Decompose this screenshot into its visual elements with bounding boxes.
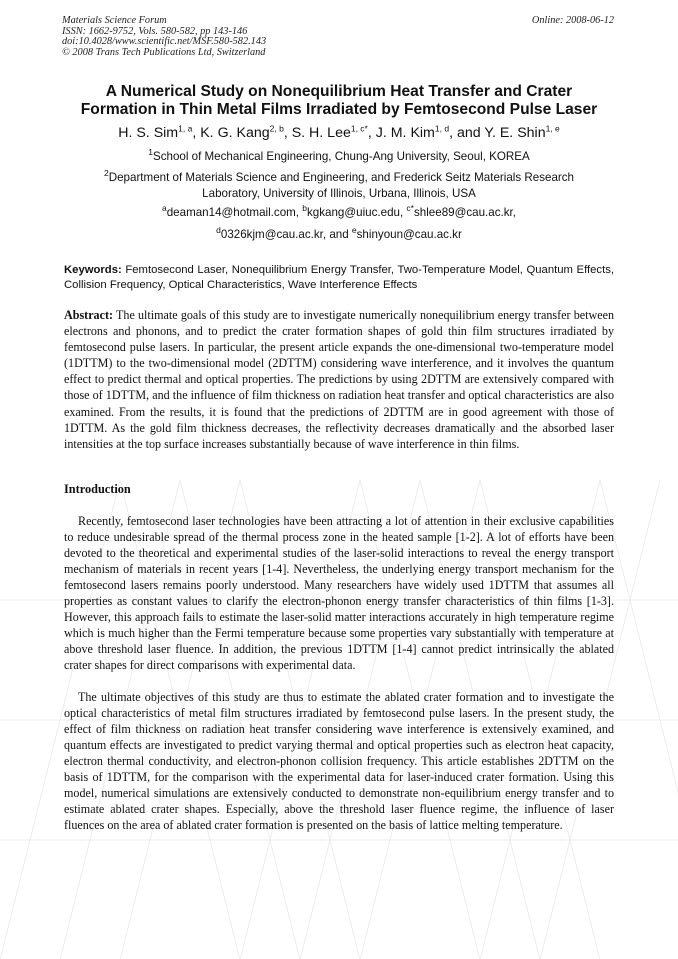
journal-doi: doi:10.4028/www.scientific.net/MSF.580-582.143 — [62, 36, 267, 48]
author-affiliation-mark: 1, e — [545, 123, 560, 134]
abstract-text: The ultimate goals of this study are to investigate numerically nonequilibrium energy transfer between electrons and phonons, and to predict the crater formation shapes of gold thin film structures irradiated by femtosecond pulse lasers. In particular, the present article expands the one-dimensional two-temperature model (1DTTM) to the two-dimensional model (2DTTM) considering wave interference, and it involves the quantum effect to predict thermal and optical properties. The predictions by using 2DTTM are extensively compared with those of 1DTTM, and the influence of film thickness on radiation heat transfer and optical characteristics are also examined. From the results, it is found that the predictions of 2DTTM are in good agreement with those of 1DTTM. As the gold film thickness decreases, the reflectivity decreases dramatically and the absorbed laser intensities at the top surface increases substantially because of wave interference in thin films. — [64, 308, 614, 451]
abstract — [64, 307, 614, 452]
author-affiliation-mark: 1, a — [178, 123, 193, 134]
email-address: 0326kjm@cau.ac.kr, and — [220, 228, 352, 241]
author-affiliation-mark: 1, d — [434, 123, 450, 134]
affiliation-mark: 2 — [104, 168, 109, 179]
email-list — [40, 205, 638, 221]
keywords — [64, 263, 614, 292]
abstract-label: Abstract: — [64, 308, 114, 322]
journal-issn: ISSN: 1662-9752, Vols. 580-582, pp 143-146 — [62, 25, 248, 37]
affiliation-text: Department of Materials Science and Engineering, and Frederick Seitz Materials Research — [108, 171, 574, 184]
affiliation-text: School of Mechanical Engineering, Chung-Ang University, Seoul, KOREA — [152, 150, 530, 163]
section-heading-introduction: Introduction — [64, 482, 131, 496]
paper-title-line-2: Formation in Thin Metal Films Irradiated by Femtosecond Pulse Laser — [80, 101, 598, 118]
online-date: Online: 2008-06-12 — [531, 15, 614, 26]
author-name: J. M. Kim — [375, 125, 435, 141]
email-mark: e — [351, 225, 357, 236]
affiliation-mark: 1 — [148, 147, 153, 158]
paper-title — [40, 83, 638, 119]
author-affiliation-mark: 1, c* — [350, 123, 368, 134]
email-mark: b — [302, 203, 307, 214]
affiliation-2 — [40, 170, 638, 202]
email-mark: a — [162, 203, 167, 214]
email-address: deaman14@hotmail.com, — [166, 206, 303, 219]
email-list-2 — [40, 227, 638, 243]
paper-title-line-1: A Numerical Study on Nonequilibrium Heat Transfer and Crater — [105, 83, 573, 100]
author-name: Y. E. Shin — [484, 125, 546, 141]
affiliation-text: Laboratory, University of Illinois, Urbana, Illinois, USA — [202, 187, 476, 200]
author-affiliation-mark: 2, b — [269, 123, 284, 134]
author-name: S. H. Lee — [291, 125, 351, 141]
keywords-text: Femtosecond Laser, Nonequilibrium Energy Transfer, Two-Temperature Model, Quantum Effects, Collision Frequency, Optical Characteristics, Wave Interference Effects — [64, 264, 614, 291]
author-list: H. S. Sim$^{1, a}$, K. G. Kang$^{2, b}$, S. H. Lee$^{1, c*}$, J. M. Kim$^{1, d}$, and Y. E. Shin$^{1, e}$ — [118, 123, 560, 141]
email-address: shinyoun@cau.ac.kr — [356, 228, 462, 241]
author-name: H. S. Sim — [118, 125, 179, 141]
introduction-paragraph-2: The ultimate objectives of this study are thus to estimate the ablated crater formation and to investigate the optical characteristics of metal film structures irradiated by femtosecond pulse lasers. In the present study, the effect of film thickness on radiation heat transfer considering wave interference is extensively examined, and quantum effects are investigated to predict varying thermal and optical properties such as electron heat capacity, electron thermal conductivity, and electron-phonon collision frequency. This article establishes 2DTTM on the basis of 1DTTM, for the comparison with the experimental data for laser-induced crater formation. Using this model, numerical simulations are extensively conducted to demonstrate non-equilibrium energy transfer and to estimate ablated crater shapes. Especially, above the threshold laser fluence regime, the influence of laser fluences on the area of ablated crater formation is presented on the basis of lattice melting temperature. — [64, 690, 614, 833]
keywords-label: Keywords: — [64, 264, 122, 276]
affiliation-1 — [40, 149, 638, 165]
journal-copyright: © 2008 Trans Tech Publications Ltd, Switzerland — [62, 46, 266, 58]
journal-info — [62, 16, 266, 58]
introduction-paragraph-1: Recently, femtosecond laser technologies have been attracting a lot of attention in their exclusive capabilities to reduce undesirable spread of the thermal process zone in the heated sample [1-2]. A lot of efforts have been devoted to the theoretical and experimental studies of the laser-solid interactions to reveal the energy transport mechanism of materials in recent years [1-4]. Nevertheless, the underlying energy transport mechanism for the femtosecond lasers remains poorly understood. Many researchers have widely used 1DTTM that assumes all properties as constant values to clarify the electron-phonon energy transfer characteristics of thin films [1-3]. However, this approach fails to estimate the laser-solid matter interactions accurately in high temperature regime which is much higher than the Fermi temperature because some properties vary substantially with temperature at above threshold laser fluence. In addition, the previous 1DTTM [1-4] cannot predict intrinsically the ablated crater shapes for direct comparisons with experimental data. — [64, 514, 614, 673]
author-name: K. G. Kang — [200, 125, 270, 141]
email-address: kgkang@uiuc.edu, — [306, 206, 407, 219]
journal-name: Materials Science Forum — [62, 15, 167, 26]
email-mark: d — [216, 225, 221, 236]
email-mark: c* — [406, 203, 414, 214]
email-address: shlee89@cau.ac.kr, — [413, 206, 516, 219]
